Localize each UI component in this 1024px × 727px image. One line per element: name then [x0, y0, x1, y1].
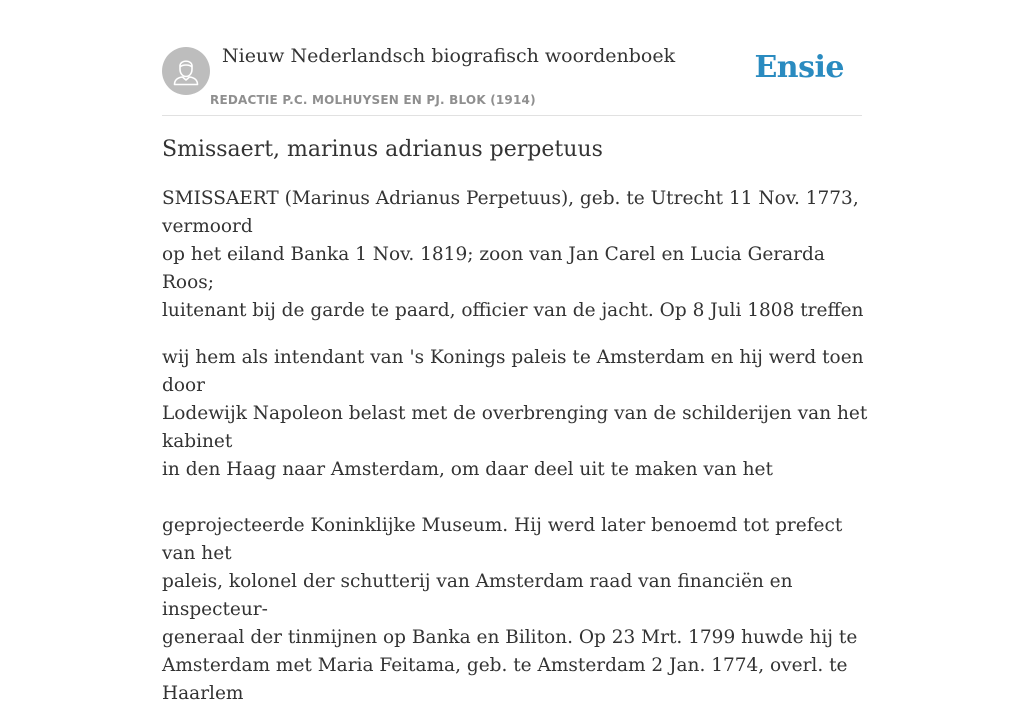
brand-logo[interactable]: Ensie [754, 50, 844, 85]
article-title: Smissaert, marinus adrianus perpetuus [162, 137, 603, 162]
avatar [162, 47, 210, 95]
paragraph: wij hem als intendant van 's Konings paleis te Amsterdam en hij werd toen door Lodewijk Napoleon belast met de overbrenging van de schilderijen van het kabinet in den Haag naar Amsterdam, om daar deel uit te maken van het [162, 347, 868, 480]
editors-credit: REDACTIE P.C. MOLHUYSEN EN PJ. BLOK (1914) [210, 93, 536, 107]
article-header [162, 36, 862, 116]
paragraph: SMISSAERT (Marinus Adrianus Perpetuus), geb. te Utrecht 11 Nov. 1773, vermoord op het eiland Banka 1 Nov. 1819; zoon van Jan Carel en Lucia Gerarda Roos; luitenant bij de garde te paard, officier van de jacht. Op 8 Juli 1808 treffen [162, 188, 864, 321]
article-body [162, 137, 872, 727]
user-icon [162, 47, 210, 95]
paragraph: geprojecteerde Koninklijke Museum. Hij werd later benoemd tot prefect van het paleis, kolonel der schutterij van Amsterdam raad van financiën en inspecteur- generaal der tinmijnen op Banka en Biliton. Op 23 Mrt. 1799 huwde hij te Amsterdam met Maria Feitama, geb. te Amsterdam 2 Jan. 1774, overl. te Haarlem [162, 515, 858, 704]
book-title[interactable]: Nieuw Nederlandsch biografisch woordenboek [222, 45, 676, 67]
